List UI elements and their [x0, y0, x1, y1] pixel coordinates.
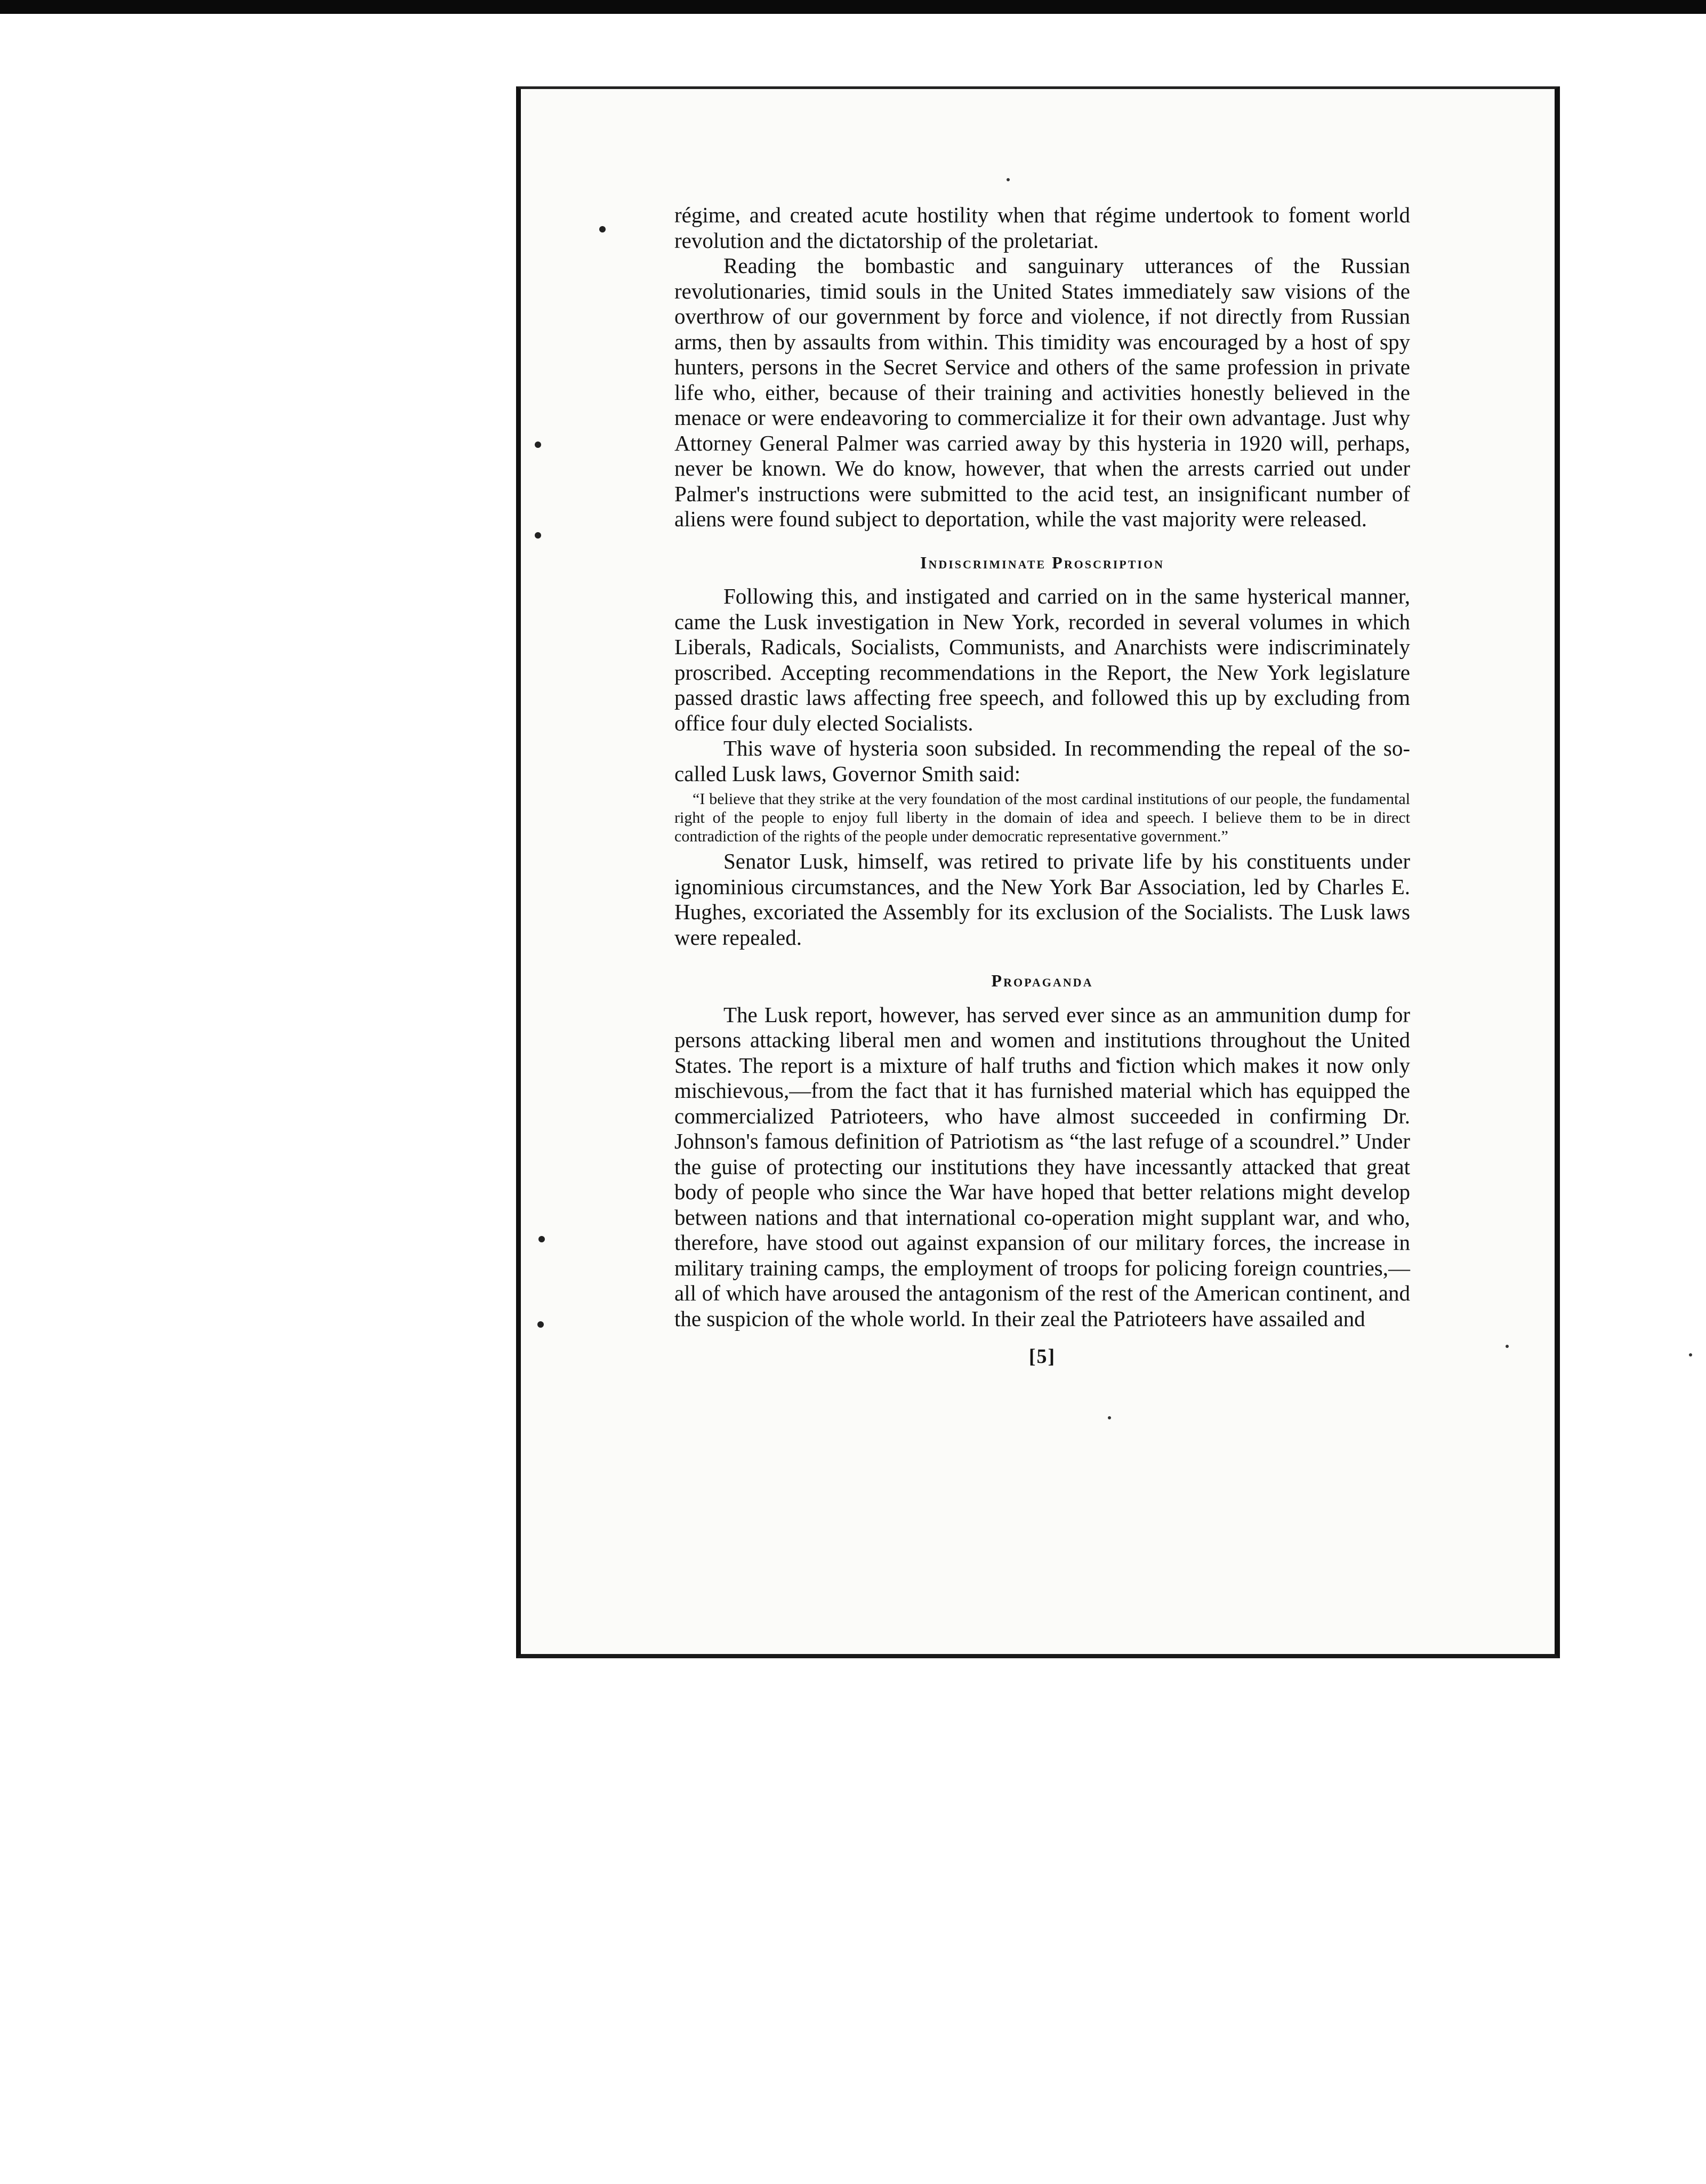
paragraph-reading: Reading the bombastic and sanguinary utterances of the Russian revolutionaries, timid souls in the United States immediately saw visions of the overthrow of our government by force and violence, if not directly from Russian arms, then by assaults from within. This timidity was encouraged by a host of spy hunters, persons in the Secret Service and others of the same profession in private life who, either, because of their training and activities honestly believed in the menace or were endeavoring to commercialize it for their own advantage. Just why Attorney General Palmer was carried away by this hysteria in 1920 will, perhaps, never be known. We do know, however, that when the arrests carried out under Palmer's instructions were submitted to the acid test, an insignificant number of aliens were found subject to deportation, while the vast majority were released.	[674, 253, 1410, 531]
paragraph-senator-lusk: Senator Lusk, himself, was retired to private life by his constituents under ignominious circumstances, and the New York Bar Association, led by Charles E. Hughes, excoriated the Assembly for its exclusion of the Socialists. The Lusk laws were repealed.	[674, 849, 1410, 950]
text-column	[674, 203, 1410, 1370]
quote-governor-smith: “I believe that they strike at the very foundation of the most cardinal institutions of our people, the fundamental right of the people to enjoy full liberty in the domain of idea and speech. I believe them to be in direct contradiction of the rights of the people under democratic representative government.”	[674, 790, 1410, 845]
paragraph-wave: This wave of hysteria soon subsided. In recommending the repeal of the so-called Lusk laws, Governor Smith said:	[674, 736, 1410, 786]
margin-mark	[599, 226, 606, 232]
scan-speck	[1108, 1416, 1111, 1419]
paragraph-following: Following this, and instigated and carried on in the same hysterical manner, came the Lusk investigation in New York, recorded in several volumes in which Liberals, Radicals, Socialists, Communists, and Anarchists were indiscriminately proscribed. Accepting recommendations in the Report, the New York legislature passed drastic laws affecting free speech, and followed this up by excluding from office four duly elected Socialists.	[674, 584, 1410, 735]
scan-speck	[1506, 1345, 1509, 1348]
margin-mark	[535, 532, 541, 539]
scan-speck	[1007, 178, 1010, 181]
scan-top-border	[0, 0, 1706, 14]
page-number: [5]	[1028, 1345, 1056, 1368]
margin-mark	[535, 441, 541, 448]
scan-speck	[1689, 1353, 1692, 1356]
intro-paragraph: régime, and created acute hostility when that régime undertook to foment world revolution and the dictatorship of the proletariat.	[674, 203, 1410, 253]
heading-propaganda: Propaganda	[991, 971, 1093, 990]
margin-mark	[537, 1321, 544, 1328]
margin-mark	[538, 1236, 545, 1242]
paragraph-lusk-report: The Lusk report, however, has served ever since as an ammunition dump for persons attacking liberal men and women and institutions throughout the United States. The report is a mixture of half truths and fiction which makes it now only mischievous,—from the fact that it has furnished material which has equipped the commercialized Patrioteers, who have almost succeeded in confirming Dr. Johnson's famous definition of Patriotism as “the last refuge of a scoundrel.” Under the guise of protecting our institutions they have incessantly attacked that great body of people who since the War have hoped that better relations might develop between nations and that international co-operation might supplant war, and who, therefore, have stood out against expansion of our military forces, the increase in military training camps, the employment of troops for policing foreign countries,—all of which have aroused the antagonism of the rest of the American continent, and the suspicion of the whole world. In their zeal the Patrioteers have assailed and	[674, 1002, 1410, 1331]
heading-indiscriminate-proscription: Indiscriminate Proscription	[920, 552, 1164, 572]
